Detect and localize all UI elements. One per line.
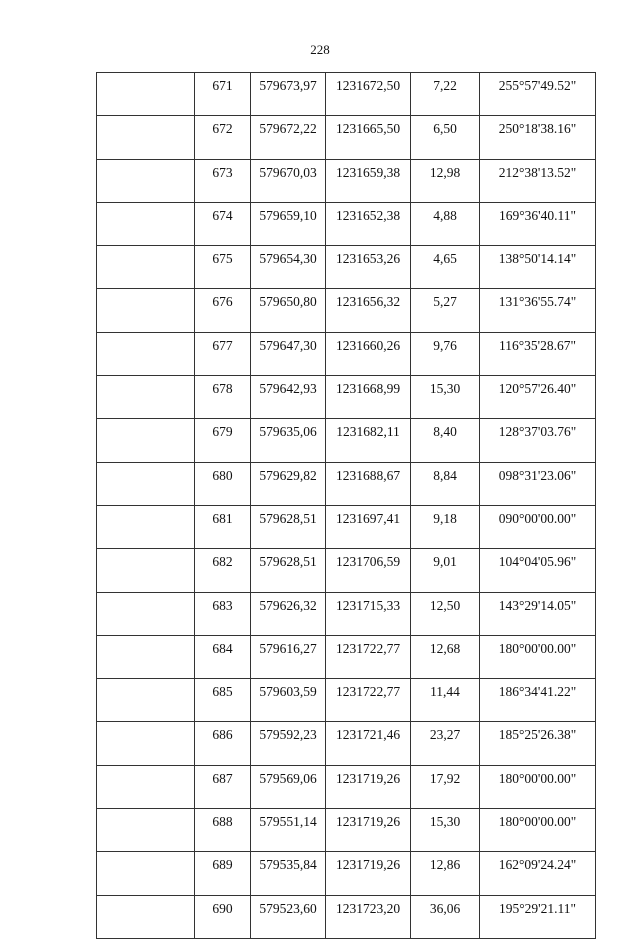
direction-angle-cell: 116°35'28.67" <box>480 332 596 375</box>
direction-angle-cell: 180°00'00.00" <box>480 635 596 678</box>
y-coordinate-cell: 1231653,26 <box>326 246 411 289</box>
table-row <box>97 852 596 895</box>
y-coordinate-cell: 1231721,46 <box>326 722 411 765</box>
blank-cell <box>97 419 195 462</box>
table-row <box>97 289 596 332</box>
table-row <box>97 635 596 678</box>
point-number-cell: 685 <box>195 679 251 722</box>
x-coordinate-cell: 579616,27 <box>251 635 326 678</box>
blank-cell <box>97 332 195 375</box>
x-coordinate-cell: 579592,23 <box>251 722 326 765</box>
table-row <box>97 116 596 159</box>
y-coordinate-cell: 1231719,26 <box>326 809 411 852</box>
table-row <box>97 765 596 808</box>
x-coordinate-cell: 579635,06 <box>251 419 326 462</box>
table-row <box>97 202 596 245</box>
blank-cell <box>97 202 195 245</box>
point-number-cell: 689 <box>195 852 251 895</box>
y-coordinate-cell: 1231715,33 <box>326 592 411 635</box>
distance-cell: 4,88 <box>411 202 480 245</box>
blank-cell <box>97 635 195 678</box>
point-number-cell: 686 <box>195 722 251 765</box>
x-coordinate-cell: 579647,30 <box>251 332 326 375</box>
point-number-cell: 681 <box>195 505 251 548</box>
distance-cell: 5,27 <box>411 289 480 332</box>
y-coordinate-cell: 1231706,59 <box>326 549 411 592</box>
distance-cell: 9,18 <box>411 505 480 548</box>
point-number-cell: 684 <box>195 635 251 678</box>
y-coordinate-cell: 1231688,67 <box>326 462 411 505</box>
point-number-cell: 673 <box>195 159 251 202</box>
direction-angle-cell: 131°36'55.74" <box>480 289 596 332</box>
distance-cell: 8,84 <box>411 462 480 505</box>
blank-cell <box>97 679 195 722</box>
y-coordinate-cell: 1231668,99 <box>326 376 411 419</box>
direction-angle-cell: 195°29'21.11" <box>480 895 596 938</box>
y-coordinate-cell: 1231652,38 <box>326 202 411 245</box>
y-coordinate-cell: 1231660,26 <box>326 332 411 375</box>
x-coordinate-cell: 579551,14 <box>251 809 326 852</box>
direction-angle-cell: 128°37'03.76" <box>480 419 596 462</box>
distance-cell: 15,30 <box>411 376 480 419</box>
blank-cell <box>97 289 195 332</box>
table-row <box>97 376 596 419</box>
distance-cell: 7,22 <box>411 73 480 116</box>
x-coordinate-cell: 579654,30 <box>251 246 326 289</box>
x-coordinate-cell: 579628,51 <box>251 505 326 548</box>
x-coordinate-cell: 579659,10 <box>251 202 326 245</box>
x-coordinate-cell: 579650,80 <box>251 289 326 332</box>
direction-angle-cell: 212°38'13.52" <box>480 159 596 202</box>
distance-cell: 12,50 <box>411 592 480 635</box>
x-coordinate-cell: 579603,59 <box>251 679 326 722</box>
blank-cell <box>97 505 195 548</box>
table-row <box>97 895 596 938</box>
x-coordinate-cell: 579626,32 <box>251 592 326 635</box>
table-row <box>97 722 596 765</box>
y-coordinate-cell: 1231682,11 <box>326 419 411 462</box>
blank-cell <box>97 116 195 159</box>
coordinates-table <box>96 72 596 939</box>
blank-cell <box>97 462 195 505</box>
direction-angle-cell: 250°18'38.16" <box>480 116 596 159</box>
table-row <box>97 679 596 722</box>
distance-cell: 6,50 <box>411 116 480 159</box>
distance-cell: 9,01 <box>411 549 480 592</box>
x-coordinate-cell: 579569,06 <box>251 765 326 808</box>
distance-cell: 9,76 <box>411 332 480 375</box>
point-number-cell: 677 <box>195 332 251 375</box>
point-number-cell: 678 <box>195 376 251 419</box>
y-coordinate-cell: 1231719,26 <box>326 852 411 895</box>
blank-cell <box>97 549 195 592</box>
point-number-cell: 676 <box>195 289 251 332</box>
x-coordinate-cell: 579523,60 <box>251 895 326 938</box>
y-coordinate-cell: 1231722,77 <box>326 679 411 722</box>
y-coordinate-cell: 1231723,20 <box>326 895 411 938</box>
point-number-cell: 690 <box>195 895 251 938</box>
distance-cell: 12,86 <box>411 852 480 895</box>
table-row <box>97 159 596 202</box>
point-number-cell: 682 <box>195 549 251 592</box>
distance-cell: 23,27 <box>411 722 480 765</box>
table-row <box>97 419 596 462</box>
direction-angle-cell: 104°04'05.96" <box>480 549 596 592</box>
blank-cell <box>97 852 195 895</box>
direction-angle-cell: 143°29'14.05" <box>480 592 596 635</box>
y-coordinate-cell: 1231665,50 <box>326 116 411 159</box>
direction-angle-cell: 090°00'00.00" <box>480 505 596 548</box>
direction-angle-cell: 098°31'23.06" <box>480 462 596 505</box>
direction-angle-cell: 138°50'14.14" <box>480 246 596 289</box>
direction-angle-cell: 169°36'40.11" <box>480 202 596 245</box>
table-row <box>97 809 596 852</box>
blank-cell <box>97 73 195 116</box>
blank-cell <box>97 765 195 808</box>
table-row <box>97 505 596 548</box>
blank-cell <box>97 592 195 635</box>
point-number-cell: 672 <box>195 116 251 159</box>
distance-cell: 15,30 <box>411 809 480 852</box>
x-coordinate-cell: 579628,51 <box>251 549 326 592</box>
point-number-cell: 675 <box>195 246 251 289</box>
x-coordinate-cell: 579642,93 <box>251 376 326 419</box>
point-number-cell: 687 <box>195 765 251 808</box>
table-row <box>97 592 596 635</box>
y-coordinate-cell: 1231659,38 <box>326 159 411 202</box>
point-number-cell: 688 <box>195 809 251 852</box>
point-number-cell: 671 <box>195 73 251 116</box>
blank-cell <box>97 246 195 289</box>
distance-cell: 17,92 <box>411 765 480 808</box>
table-body <box>97 73 596 939</box>
direction-angle-cell: 180°00'00.00" <box>480 765 596 808</box>
x-coordinate-cell: 579535,84 <box>251 852 326 895</box>
x-coordinate-cell: 579673,97 <box>251 73 326 116</box>
distance-cell: 36,06 <box>411 895 480 938</box>
direction-angle-cell: 255°57'49.52" <box>480 73 596 116</box>
blank-cell <box>97 722 195 765</box>
y-coordinate-cell: 1231656,32 <box>326 289 411 332</box>
x-coordinate-cell: 579672,22 <box>251 116 326 159</box>
y-coordinate-cell: 1231697,41 <box>326 505 411 548</box>
point-number-cell: 683 <box>195 592 251 635</box>
table-row <box>97 462 596 505</box>
y-coordinate-cell: 1231672,50 <box>326 73 411 116</box>
table-row <box>97 73 596 116</box>
distance-cell: 4,65 <box>411 246 480 289</box>
blank-cell <box>97 809 195 852</box>
table-row <box>97 332 596 375</box>
direction-angle-cell: 186°34'41.22" <box>480 679 596 722</box>
y-coordinate-cell: 1231722,77 <box>326 635 411 678</box>
x-coordinate-cell: 579629,82 <box>251 462 326 505</box>
blank-cell <box>97 376 195 419</box>
y-coordinate-cell: 1231719,26 <box>326 765 411 808</box>
table-row <box>97 246 596 289</box>
direction-angle-cell: 185°25'26.38" <box>480 722 596 765</box>
point-number-cell: 679 <box>195 419 251 462</box>
page-number: 228 <box>310 42 330 57</box>
direction-angle-cell: 120°57'26.40" <box>480 376 596 419</box>
x-coordinate-cell: 579670,03 <box>251 159 326 202</box>
distance-cell: 8,40 <box>411 419 480 462</box>
distance-cell: 11,44 <box>411 679 480 722</box>
distance-cell: 12,98 <box>411 159 480 202</box>
blank-cell <box>97 159 195 202</box>
point-number-cell: 674 <box>195 202 251 245</box>
blank-cell <box>97 895 195 938</box>
distance-cell: 12,68 <box>411 635 480 678</box>
point-number-cell: 680 <box>195 462 251 505</box>
table-row <box>97 549 596 592</box>
direction-angle-cell: 180°00'00.00" <box>480 809 596 852</box>
direction-angle-cell: 162°09'24.24" <box>480 852 596 895</box>
